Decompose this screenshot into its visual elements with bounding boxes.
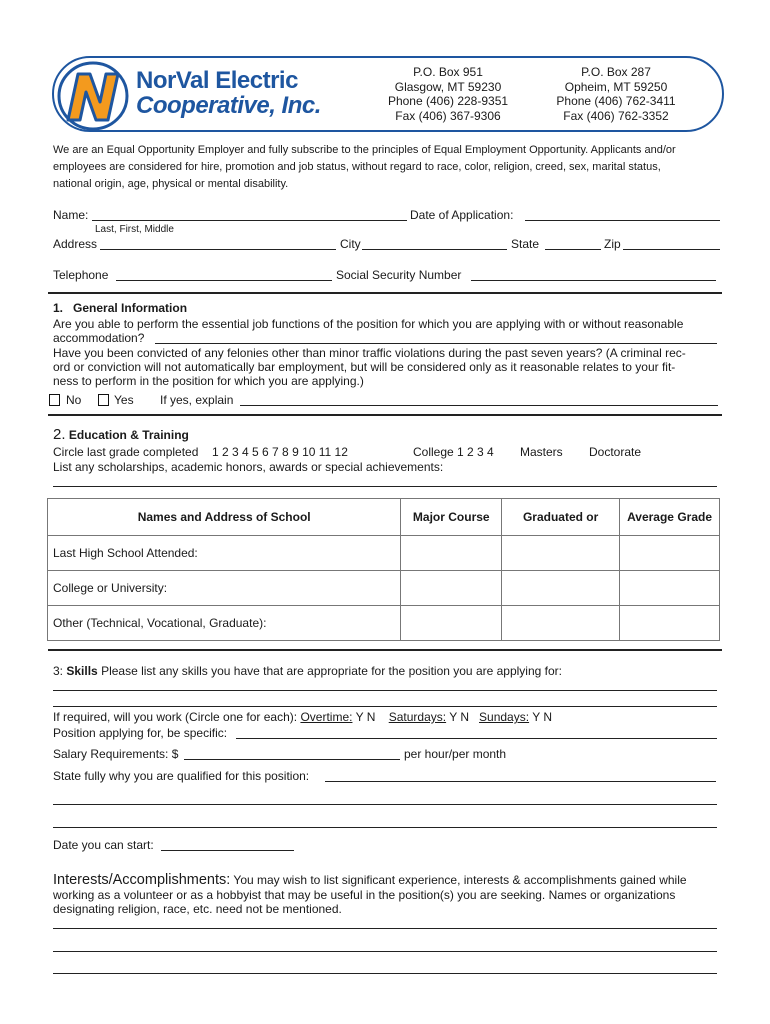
start-date-label: Date you can start: xyxy=(53,838,154,852)
section-divider xyxy=(48,292,722,294)
grade-cell[interactable] xyxy=(620,536,720,571)
school-row-label[interactable]: Last High School Attended: xyxy=(48,536,401,571)
honors-label: List any scholarships, academic honors, awards or special achievements: xyxy=(53,460,444,474)
graduated-cell[interactable] xyxy=(502,571,620,606)
name-label: Name: xyxy=(53,208,89,222)
college-years-options[interactable]: College 1 2 3 4 xyxy=(413,445,494,459)
state-label: State xyxy=(511,237,540,251)
explain-field[interactable] xyxy=(240,405,718,406)
interests-text-line: working as a volunteer or as a hobbyist that may be useful in the position(s) you are seeking. Names or organizations xyxy=(53,888,676,902)
work-availability: If required, will you work (Circle one for each): Overtime: Y N Saturdays: Y N Sundays: Y N xyxy=(53,710,552,724)
salary-label: Salary Requirements: $ xyxy=(53,747,179,761)
section-divider xyxy=(48,414,722,416)
section-divider xyxy=(48,649,722,651)
interests-intro: Interests/Accomplishments: You may wish to list significant experience, interests & accomplishments gained while xyxy=(53,872,687,888)
eeo-statement-line: employees are considered for hire, promotion and job status, without regard to race, color, religion, creed, sex, marital status, xyxy=(53,161,661,173)
qualified-field-line[interactable] xyxy=(53,804,717,805)
norval-logo-icon xyxy=(56,60,130,132)
name-hint: Last, First, Middle xyxy=(95,224,174,235)
ssn-field[interactable] xyxy=(471,280,716,281)
opheim-office-address: P.O. Box 287 Opheim, MT 59250 Phone (406) 762-3411 Fax (406) 762-3352 xyxy=(556,65,676,123)
grade-completed-label: Circle last grade completed xyxy=(53,445,199,459)
doctorate-option[interactable]: Doctorate xyxy=(589,445,642,459)
no-label: No xyxy=(66,393,82,407)
name-field[interactable] xyxy=(92,220,407,221)
major-cell[interactable] xyxy=(401,571,502,606)
accommodation-label: accommodation? xyxy=(53,331,145,345)
sundays-options[interactable]: Y N xyxy=(532,710,552,724)
salary-unit: per hour/per month xyxy=(404,747,507,761)
address-field[interactable] xyxy=(100,249,336,250)
company-name-line2: Cooperative, Inc. xyxy=(136,92,321,119)
felony-yes-checkbox[interactable] xyxy=(98,394,109,406)
zip-field[interactable] xyxy=(623,249,720,250)
education-table xyxy=(47,498,720,641)
eeo-statement-line: We are an Equal Opportunity Employer and fully subscribe to the principles of Equal Employment Opportunity. Applicants and/or xyxy=(53,144,676,156)
qualified-field-line[interactable] xyxy=(53,827,717,828)
state-field[interactable] xyxy=(545,249,601,250)
date-of-application-label: Date of Application: xyxy=(410,208,514,222)
address-label: Address xyxy=(53,237,98,251)
major-cell[interactable] xyxy=(401,536,502,571)
grade-cell[interactable] xyxy=(620,571,720,606)
major-column-header: Major Course xyxy=(401,499,502,536)
eeo-statement-line: national origin, age, physical or mental disability. xyxy=(53,178,289,190)
skills-heading: 3: Skills Please list any skills you have that are appropriate for the position you are applying for: xyxy=(53,664,562,678)
telephone-field[interactable] xyxy=(116,280,332,281)
saturdays-options[interactable]: Y N xyxy=(449,710,470,724)
zip-label: Zip xyxy=(604,237,621,251)
position-label: Position applying for, be specific: xyxy=(53,726,228,740)
honors-field[interactable] xyxy=(53,486,717,487)
interests-text-line: designating religion, race, etc. need not be mentioned. xyxy=(53,902,342,916)
skills-field-line[interactable] xyxy=(53,706,717,707)
telephone-label: Telephone xyxy=(53,268,109,282)
masters-option[interactable]: Masters xyxy=(520,445,563,459)
qualified-label: State fully why you are qualified for this position: xyxy=(53,769,310,783)
qualified-field-line[interactable] xyxy=(325,781,716,782)
salary-field[interactable] xyxy=(184,759,400,760)
education-heading: 2. Education & Training xyxy=(53,426,189,443)
grade-options[interactable]: 1 2 3 4 5 6 7 8 9 10 11 12 xyxy=(212,445,348,459)
table-row xyxy=(48,536,720,571)
yes-label: Yes xyxy=(114,393,134,407)
city-label: City xyxy=(340,237,361,251)
general-info-heading: 1. General Information xyxy=(53,301,188,315)
interests-field-line[interactable] xyxy=(53,951,717,952)
grade-cell[interactable] xyxy=(620,606,720,641)
school-column-header: Names and Address of School xyxy=(48,499,401,536)
overtime-options[interactable]: Y N xyxy=(355,710,376,724)
graduated-column-header: Graduated or xyxy=(502,499,620,536)
felony-question-line: ord or conviction will not automatically bar employment, but will be considered only as it reasonable relates to your fit- xyxy=(53,360,676,374)
school-row-label[interactable]: College or University: xyxy=(48,571,401,606)
graduated-cell[interactable] xyxy=(502,606,620,641)
explain-label: If yes, explain xyxy=(160,393,234,407)
ability-question: Are you able to perform the essential job functions of the position for which you are applying with or without reasonable xyxy=(53,317,684,331)
position-field[interactable] xyxy=(236,738,717,739)
table-row xyxy=(48,606,720,641)
skills-field-line[interactable] xyxy=(53,690,717,691)
city-field[interactable] xyxy=(362,249,507,250)
table-row xyxy=(48,571,720,606)
school-row-label[interactable]: Other (Technical, Vocational, Graduate): xyxy=(48,606,401,641)
graduated-cell[interactable] xyxy=(502,536,620,571)
start-date-field[interactable] xyxy=(161,850,294,851)
major-cell[interactable] xyxy=(401,606,502,641)
table-header-row xyxy=(48,499,720,536)
company-name-line1: NorVal Electric xyxy=(136,67,298,94)
interests-field-line[interactable] xyxy=(53,928,717,929)
felony-no-checkbox[interactable] xyxy=(49,394,60,406)
glasgow-office-address: P.O. Box 951 Glasgow, MT 59230 Phone (406) 228-9351 Fax (406) 367-9306 xyxy=(387,65,509,123)
felony-question-line: ness to perform in the position for which you are applying.) xyxy=(53,374,364,388)
date-of-application-field[interactable] xyxy=(525,220,720,221)
ssn-label: Social Security Number xyxy=(336,268,462,282)
grade-column-header: Average Grade xyxy=(620,499,720,536)
interests-field-line[interactable] xyxy=(53,973,717,974)
felony-question-line: Have you been convicted of any felonies other than minor traffic violations during the past seven years? (A criminal rec- xyxy=(53,346,686,360)
accommodation-field[interactable] xyxy=(155,343,717,344)
